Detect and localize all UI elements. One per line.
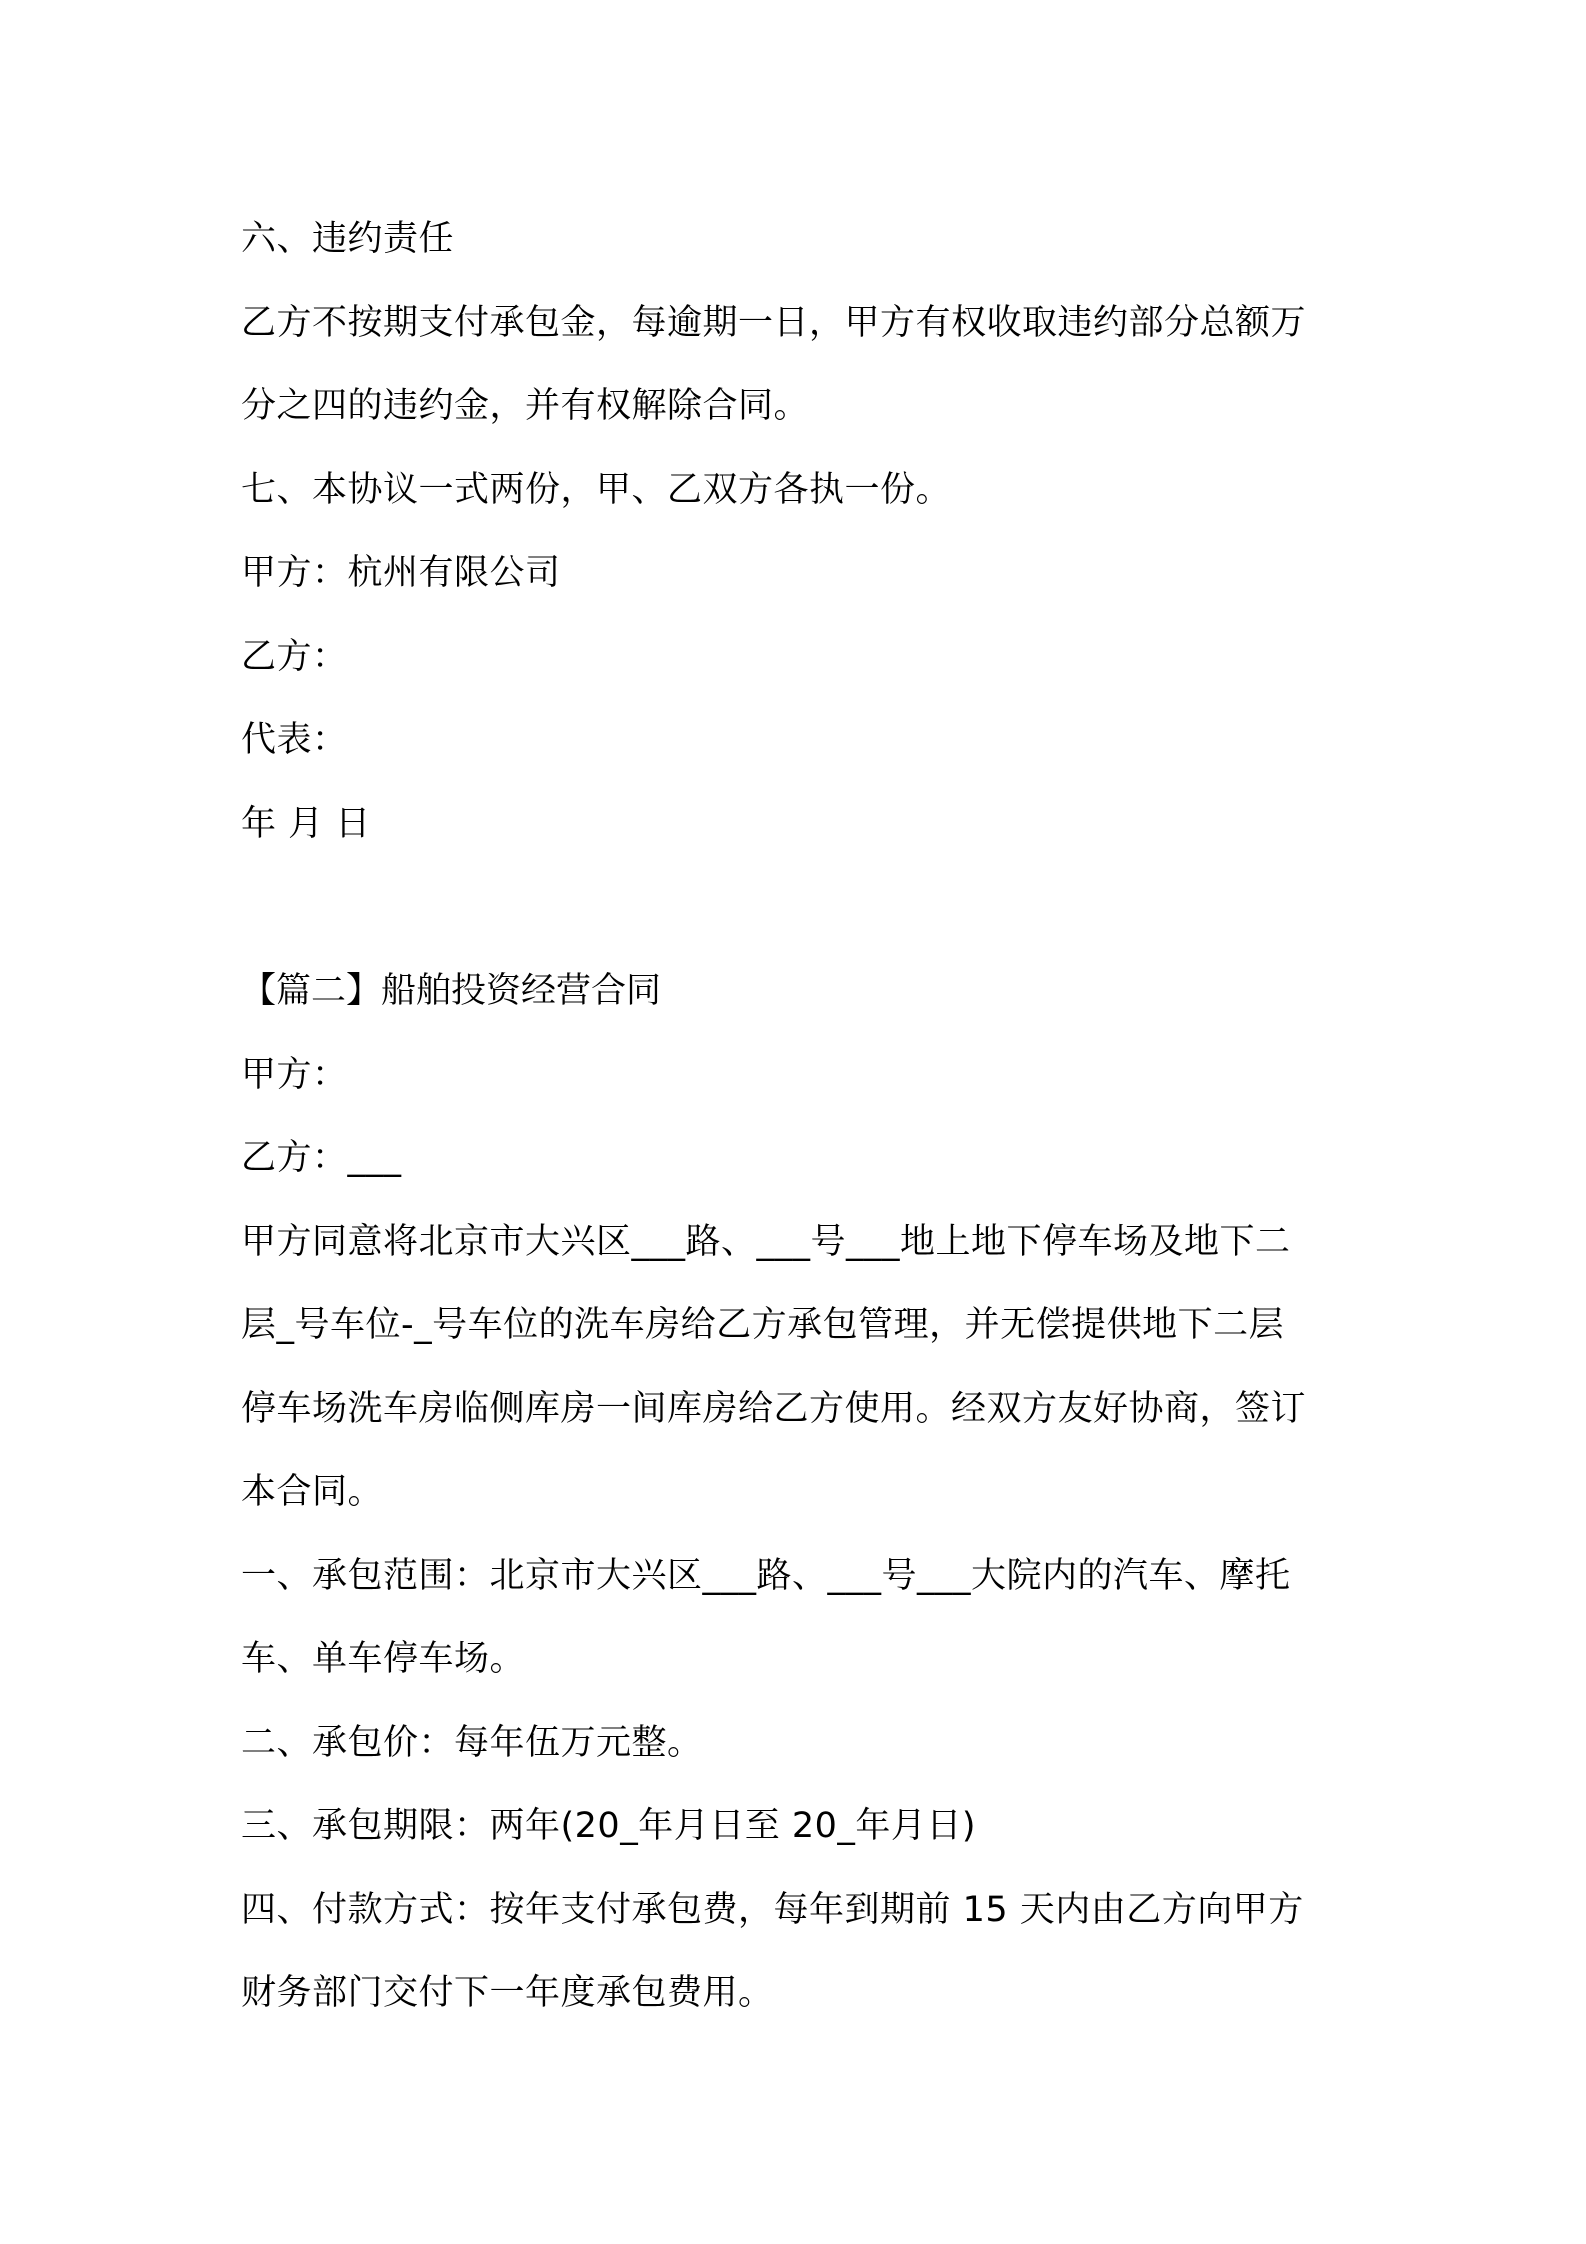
party-b-signature: 乙方： — [241, 636, 348, 677]
preamble-line-4: 本合同。 — [241, 1472, 384, 1512]
signature-date: 年 月 日 — [241, 803, 371, 844]
preamble-line-3: 停车场洗车房临侧库房一间库房给乙方使用。经双方友好协商，签订 — [241, 1388, 1307, 1429]
section-spacer — [241, 866, 1361, 950]
clause-two-price: 二、承包价：每年伍万元整。 — [241, 1722, 703, 1763]
clause-six-text-line-1: 乙方不按期支付承包金，每逾期一日，甲方有权收取违约部分总额万 — [241, 302, 1307, 343]
clause-one-scope-line-2: 车、单车停车场。 — [241, 1639, 526, 1679]
document-body — [241, 198, 1361, 2036]
contract-two-title: 【篇二】船舶投资经营合同 — [241, 971, 662, 1011]
clause-four-payment-line-1: 四、付款方式：按年支付承包费，每年到期前 15 天内由乙方向甲方 — [241, 1889, 1304, 1930]
clause-four-payment-line-2: 财务部门交付下一年度承包费用。 — [241, 1973, 774, 2013]
clause-six-heading: 六、违约责任 — [241, 219, 455, 259]
clause-seven: 七、本协议一式两份，甲、乙双方各执一份。 — [241, 469, 952, 510]
party-a-signature: 甲方：杭州有限公司 — [241, 553, 561, 593]
representative-signature: 代表： — [241, 720, 348, 760]
party-b-field: 乙方：___ — [241, 1138, 402, 1178]
clause-three-term: 三、承包期限：两年(20_年月日至 20_年月日) — [241, 1806, 977, 1846]
preamble-line-1: 甲方同意将北京市大兴区___路、___号___地上地下停车场及地下二 — [241, 1221, 1291, 1262]
preamble-line-2: 层_号车位-_号车位的洗车房给乙方承包管理，并无偿提供地下二层 — [241, 1305, 1285, 1345]
clause-six-text-line-2: 分之四的违约金，并有权解除合同。 — [241, 386, 810, 426]
party-a-field: 甲方： — [241, 1054, 348, 1095]
clause-one-scope-line-1: 一、承包范围：北京市大兴区___路、___号___大院内的汽车、摩托 — [241, 1555, 1291, 1596]
